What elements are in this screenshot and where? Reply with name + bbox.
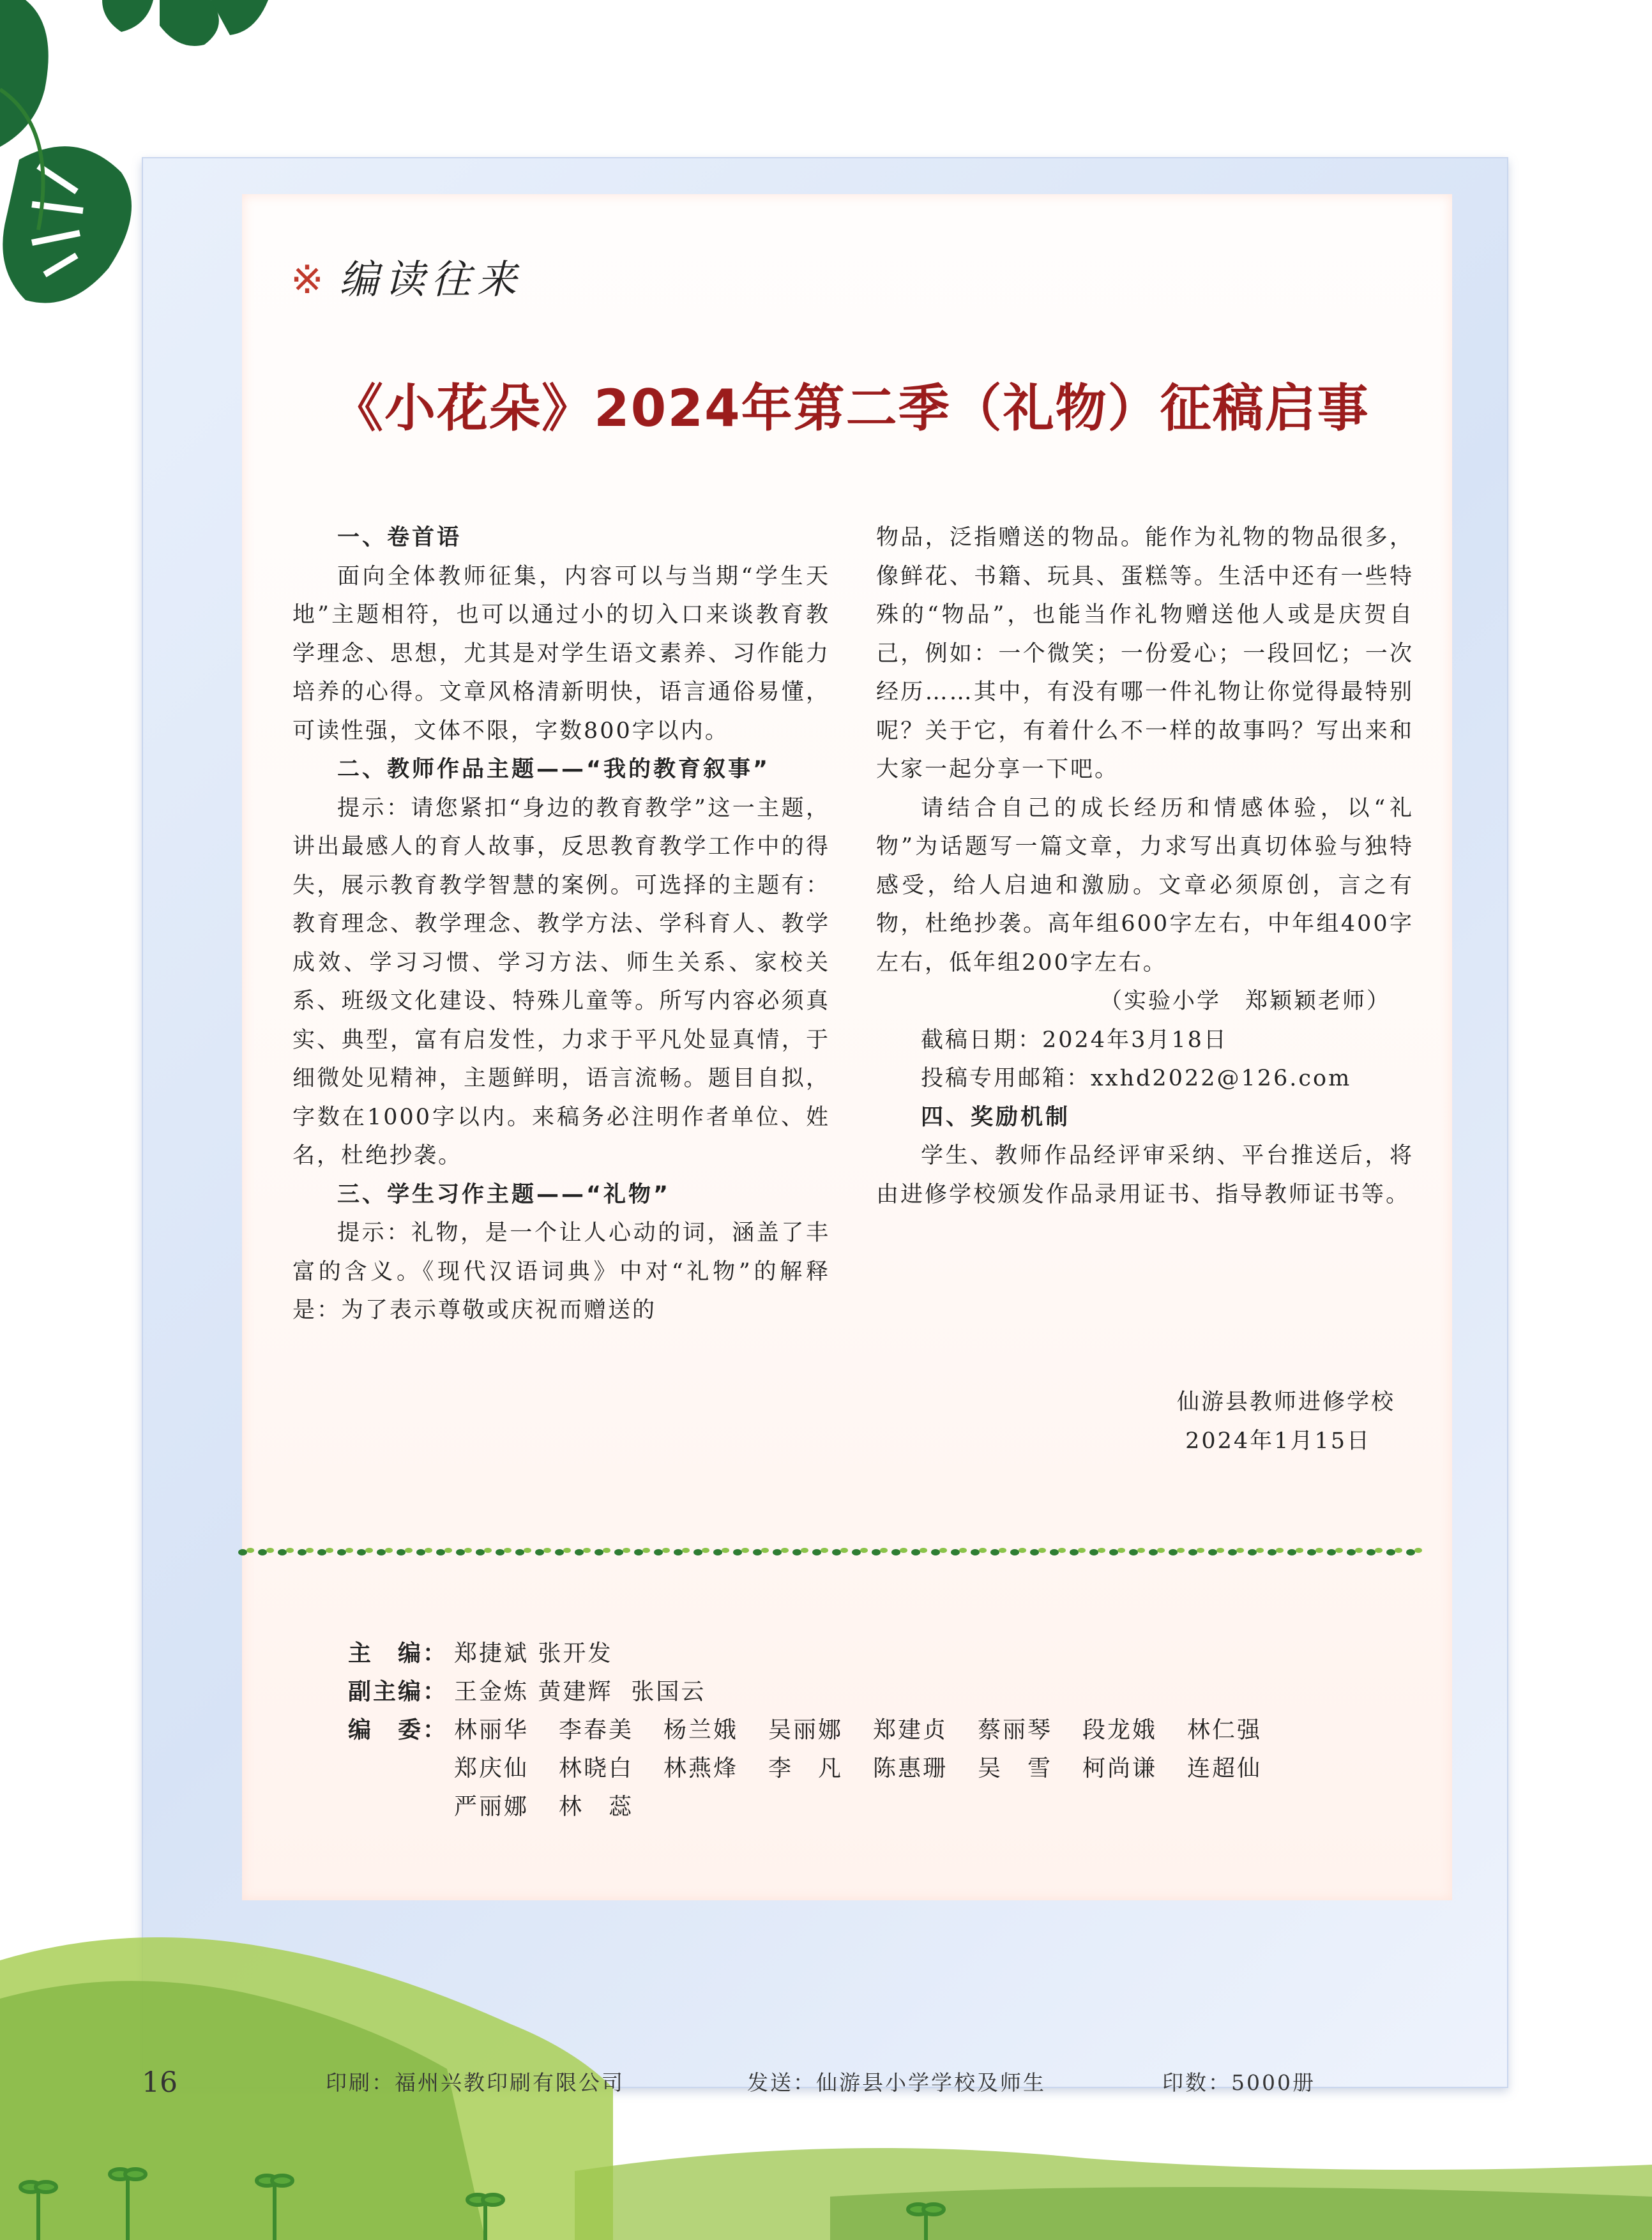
vine-leaf: [543, 1548, 551, 1553]
vine-leaf: [286, 1548, 294, 1553]
vine-leaf: [385, 1548, 393, 1553]
vine-leaf: [306, 1548, 314, 1553]
board-member-name: 李 凡: [768, 1755, 844, 1782]
vine-leaf: [1228, 1549, 1237, 1555]
vine-leaf: [832, 1549, 841, 1555]
paragraph: 学生、教师作品经评审采纳、平台推送后，将由进修学校颁发作品录用证书、指导教师证书等。: [876, 1143, 1414, 1207]
vine-leaf: [1287, 1549, 1296, 1555]
board-row: [348, 1750, 1292, 1788]
vine-leaf: [1118, 1548, 1125, 1553]
vine-leaf: [278, 1549, 287, 1555]
board-member-name: 郑建贞: [873, 1717, 948, 1743]
deputy-editor-name: 张国云: [631, 1679, 706, 1705]
vine-leaf: [317, 1549, 326, 1555]
page-number: 16: [142, 2066, 178, 2099]
heading-rewards: 四、奖励机制: [921, 1104, 1071, 1130]
heading-student-theme: 三、学生习作主题——“礼物”: [337, 1181, 671, 1207]
vine-leaf: [1030, 1549, 1039, 1555]
vine-leaf: [484, 1548, 492, 1553]
vine-leaf: [872, 1549, 881, 1555]
deputy-editor-label: 副主编：: [348, 1679, 448, 1705]
vine-leaf: [357, 1549, 366, 1555]
vine-leaf: [436, 1549, 445, 1555]
heading-teacher-theme: 二、教师作品主题——“我的教育叙事”: [337, 757, 771, 782]
vine-leaf: [852, 1549, 861, 1555]
paragraph: 提示：请您紧扣“身边的教育教学”这一主题，讲出最感人的育人故事，反思教育教学工作中的得失，展示教育教学智慧的案例。可选择的主题有：教育理念、教学理念、教学方法、学科育人、教学成效、学习习惯、学习方法、师生关系、家校关系、班级文化建设、特殊儿童等。所写内容必须真实、典型，富有启发性，力求于平凡处显真情，于细微处见精神，主题鲜明，语言流畅。题目自拟，字数在1000字以内。来稿务必注明作者单位、姓名，杜绝抄袭。: [292, 795, 830, 1169]
vine-leaf: [246, 1548, 254, 1553]
vine-leaf: [1406, 1549, 1415, 1555]
vine-leaf: [575, 1549, 584, 1555]
vine-leaf: [1315, 1548, 1323, 1553]
reference-mark-icon: ※: [291, 256, 330, 303]
vine-leaf: [397, 1549, 405, 1555]
vine-leaf: [1375, 1548, 1383, 1553]
vine-leaf: [504, 1548, 512, 1553]
vine-leaf: [931, 1549, 940, 1555]
paragraph: 提示：礼物，是一个让人心动的词，涵盖了丰富的含义。《现代汉语词典》中对“礼物”的解释是：为了表示尊敬或庆祝而赠送的: [292, 1220, 830, 1323]
vine-leaf: [1058, 1548, 1066, 1553]
vine-leaf: [662, 1548, 670, 1553]
vine-leaf: [773, 1549, 782, 1555]
vine-leaf: [555, 1549, 564, 1555]
board-member-name: 李春美: [559, 1717, 634, 1743]
vine-leaf: [1248, 1549, 1257, 1555]
vine-leaf: [623, 1548, 630, 1553]
vine-leaf: [821, 1548, 828, 1553]
vine-leaf: [1157, 1548, 1165, 1553]
board-member-name: 段龙娥: [1082, 1717, 1158, 1743]
paragraph: 请结合自己的成长经历和情感体验，以“礼物”为话题写一篇文章，力求写出真切体验与独特感受，给人启迪和激励。文章必须原创，言之有物，杜绝抄袭。高年组600字左右，中年组400字左右，低年组200字左右。: [876, 795, 1414, 976]
vine-leaf: [614, 1549, 623, 1555]
board-member-name: 严丽娜: [454, 1794, 529, 1820]
vine-leaf: [476, 1549, 485, 1555]
vine-leaf: [425, 1548, 432, 1553]
vine-leaf: [524, 1548, 531, 1553]
vine-leaf: [1070, 1549, 1079, 1555]
vine-leaf: [266, 1548, 274, 1553]
vine-leaf: [444, 1548, 452, 1553]
vine-divider: [236, 1543, 1424, 1562]
vine-leaf: [365, 1548, 373, 1553]
vine-leaf: [1038, 1548, 1046, 1553]
vine-leaf: [971, 1549, 980, 1555]
vine-leaf: [1137, 1548, 1145, 1553]
vine-leaf: [939, 1548, 947, 1553]
board-names: [454, 1750, 1292, 1788]
board-member-name: 杨兰娥: [663, 1717, 739, 1743]
board-member-name: 吴 雪: [978, 1755, 1053, 1782]
vine-leaf: [326, 1548, 333, 1553]
vine-leaf: [642, 1548, 650, 1553]
board-row: [348, 1788, 1292, 1826]
vine-leaf: [860, 1548, 868, 1553]
paragraph: 面向全体教师征集，内容可以与当期“学生天地”主题相符，也可以通过小的切入口来谈教育教学理念、思想，尤其是对学生语文素养、习作能力培养的心得。文章风格清新明快，语言通俗易懂，可读性强，文体不限，字数800字以内。: [292, 563, 830, 744]
board-member-name: 吴丽娜: [768, 1717, 844, 1743]
vine-leaf: [1050, 1549, 1059, 1555]
vine-leaf: [405, 1548, 413, 1553]
deputy-editor-row: [348, 1673, 1292, 1711]
board-member-name: 林仁强: [1187, 1717, 1262, 1743]
vine-leaf: [753, 1549, 762, 1555]
vine-leaf: [377, 1549, 386, 1555]
vine-leaf: [801, 1548, 808, 1553]
vine-leaf: [337, 1549, 346, 1555]
vine-leaf: [563, 1548, 571, 1553]
vine-leaf: [1327, 1549, 1336, 1555]
signature-date: 2024年1月15日: [1185, 1428, 1371, 1454]
vine-leaf: [911, 1549, 920, 1555]
vine-leaf: [781, 1548, 789, 1553]
printer-info: 印刷：福州兴教印刷有限公司: [326, 2070, 625, 2095]
vine-leaf: [515, 1549, 524, 1555]
vine-leaf: [1276, 1548, 1284, 1553]
board-row: [348, 1711, 1292, 1750]
vine-leaf: [595, 1549, 603, 1555]
vine-leaf: [741, 1548, 749, 1553]
vine-leaf: [345, 1548, 353, 1553]
vine-leaf: [238, 1549, 247, 1555]
vine-leaf: [1208, 1549, 1217, 1555]
board-member-name: 陈惠珊: [873, 1755, 948, 1782]
vine-leaf: [456, 1549, 465, 1555]
vine-leaf: [654, 1549, 663, 1555]
vine-leaf: [1129, 1549, 1138, 1555]
heading-preface: 一、卷首语: [337, 525, 462, 550]
vine-leaf: [1395, 1548, 1402, 1553]
vine-leaf: [634, 1549, 643, 1555]
vine-leaf: [1109, 1549, 1118, 1555]
vine-leaf: [1355, 1548, 1363, 1553]
vine-leaf: [1268, 1549, 1277, 1555]
board-names: [454, 1711, 1292, 1750]
paragraph-continued: 物品，泛指赠送的物品。能作为礼物的物品很多，像鲜花、书籍、玩具、蛋糕等。生活中还有一些特殊的“物品”，也能当作礼物赠送他人或是庆贺自己，例如：一个微笑；一份爱心；一段回忆；一次经历……其中，有没有哪一件礼物让你觉得最特别呢？关于它，有着什么不一样的故事吗？写出来和大家一起分享一下吧。: [876, 525, 1414, 782]
page-title: 《小花朵》2024年第二季（礼物）征稿启事: [332, 379, 1370, 438]
vine-leaf: [1256, 1548, 1264, 1553]
vine-leaf: [1019, 1548, 1026, 1553]
board-member-name: 柯尚谦: [1082, 1755, 1158, 1782]
vine-leaf: [1078, 1548, 1086, 1553]
deputy-editor-name: 黄建辉: [538, 1679, 613, 1705]
vine-leaf: [840, 1548, 848, 1553]
vine-leaf: [535, 1549, 544, 1555]
vine-leaf: [1414, 1548, 1422, 1553]
vine-leaf: [722, 1548, 729, 1553]
vine-leaf: [1188, 1549, 1197, 1555]
deputy-editor-name: 王金炼: [454, 1679, 529, 1705]
chief-editor-name: 张开发: [538, 1640, 613, 1667]
vine-leaf: [603, 1548, 610, 1553]
vine-leaf: [682, 1548, 690, 1553]
vine-leaf: [1149, 1549, 1158, 1555]
vine-leaf: [761, 1548, 769, 1553]
vine-leaf: [812, 1549, 821, 1555]
section-label: 编读往来: [338, 256, 523, 303]
left-column: [292, 518, 830, 1330]
board-member-name: 郑庆仙: [454, 1755, 529, 1782]
vine-leaf: [1347, 1549, 1356, 1555]
vine-leaf: [1169, 1549, 1178, 1555]
chief-editor-row: [348, 1635, 1292, 1673]
board-label: 编 委：: [348, 1717, 448, 1743]
vine-leaf: [702, 1548, 709, 1553]
author-credit: （实验小学 郑颖颖老师）: [1099, 988, 1391, 1014]
chief-editor-label: 主 编：: [348, 1640, 448, 1667]
vine-leaf: [979, 1548, 987, 1553]
vine-leaf: [416, 1549, 425, 1555]
vine-leaf: [733, 1549, 742, 1555]
vine-leaf: [959, 1548, 967, 1553]
vine-leaf: [464, 1548, 472, 1553]
vine-leaf: [900, 1548, 907, 1553]
deadline: 截稿日期：2024年3月18日: [921, 1027, 1228, 1053]
vine-leaf: [880, 1548, 888, 1553]
vine-leaf: [1089, 1549, 1098, 1555]
vine-leaf: [1197, 1548, 1204, 1553]
print-count: 印数：5000册: [1162, 2070, 1315, 2095]
vine-leaf: [990, 1549, 999, 1555]
board-member-name: 林丽华: [454, 1717, 529, 1743]
right-column: [876, 518, 1414, 1214]
vine-leaf: [951, 1549, 960, 1555]
vine-leaf: [583, 1548, 591, 1553]
vine-leaf: [674, 1549, 683, 1555]
board-member-name: 林晓白: [559, 1755, 634, 1782]
vine-leaf: [496, 1549, 504, 1555]
vine-leaf: [1386, 1549, 1395, 1555]
vine-leaf: [298, 1549, 307, 1555]
board-member-name: 林燕烽: [663, 1755, 739, 1782]
vine-leaf: [713, 1549, 722, 1555]
board-names: [454, 1788, 663, 1826]
vine-leaf: [1098, 1548, 1105, 1553]
vine-leaf: [792, 1549, 801, 1555]
vine-leaf: [1236, 1548, 1244, 1553]
board-member-name: 林 蕊: [559, 1794, 634, 1820]
vine-leaf: [1296, 1548, 1303, 1553]
vine-leaf: [693, 1549, 702, 1555]
distribution-info: 发送：仙游县小学学校及师生: [747, 2070, 1046, 2095]
signature-org: 仙游县教师进修学校: [1176, 1389, 1395, 1415]
chief-editor-name: 郑捷斌: [454, 1640, 529, 1667]
vine-leaf: [1216, 1548, 1224, 1553]
board-member-name: 连超仙: [1187, 1755, 1262, 1782]
editorial-board: [348, 1635, 1292, 1826]
vine-leaf: [1335, 1548, 1343, 1553]
vine-leaf: [1307, 1549, 1316, 1555]
vine-leaf: [999, 1548, 1006, 1553]
vine-leaf: [1367, 1549, 1375, 1555]
vine-leaf: [920, 1548, 927, 1553]
vine-leaf: [1010, 1549, 1019, 1555]
submission-email: 投稿专用邮箱：xxhd2022@126.com: [921, 1066, 1352, 1091]
vine-leaf: [258, 1549, 267, 1555]
board-member-name: 蔡丽琴: [978, 1717, 1053, 1743]
section-header: [291, 248, 523, 305]
vine-leaf: [1177, 1548, 1185, 1553]
vine-leaf: [891, 1549, 900, 1555]
